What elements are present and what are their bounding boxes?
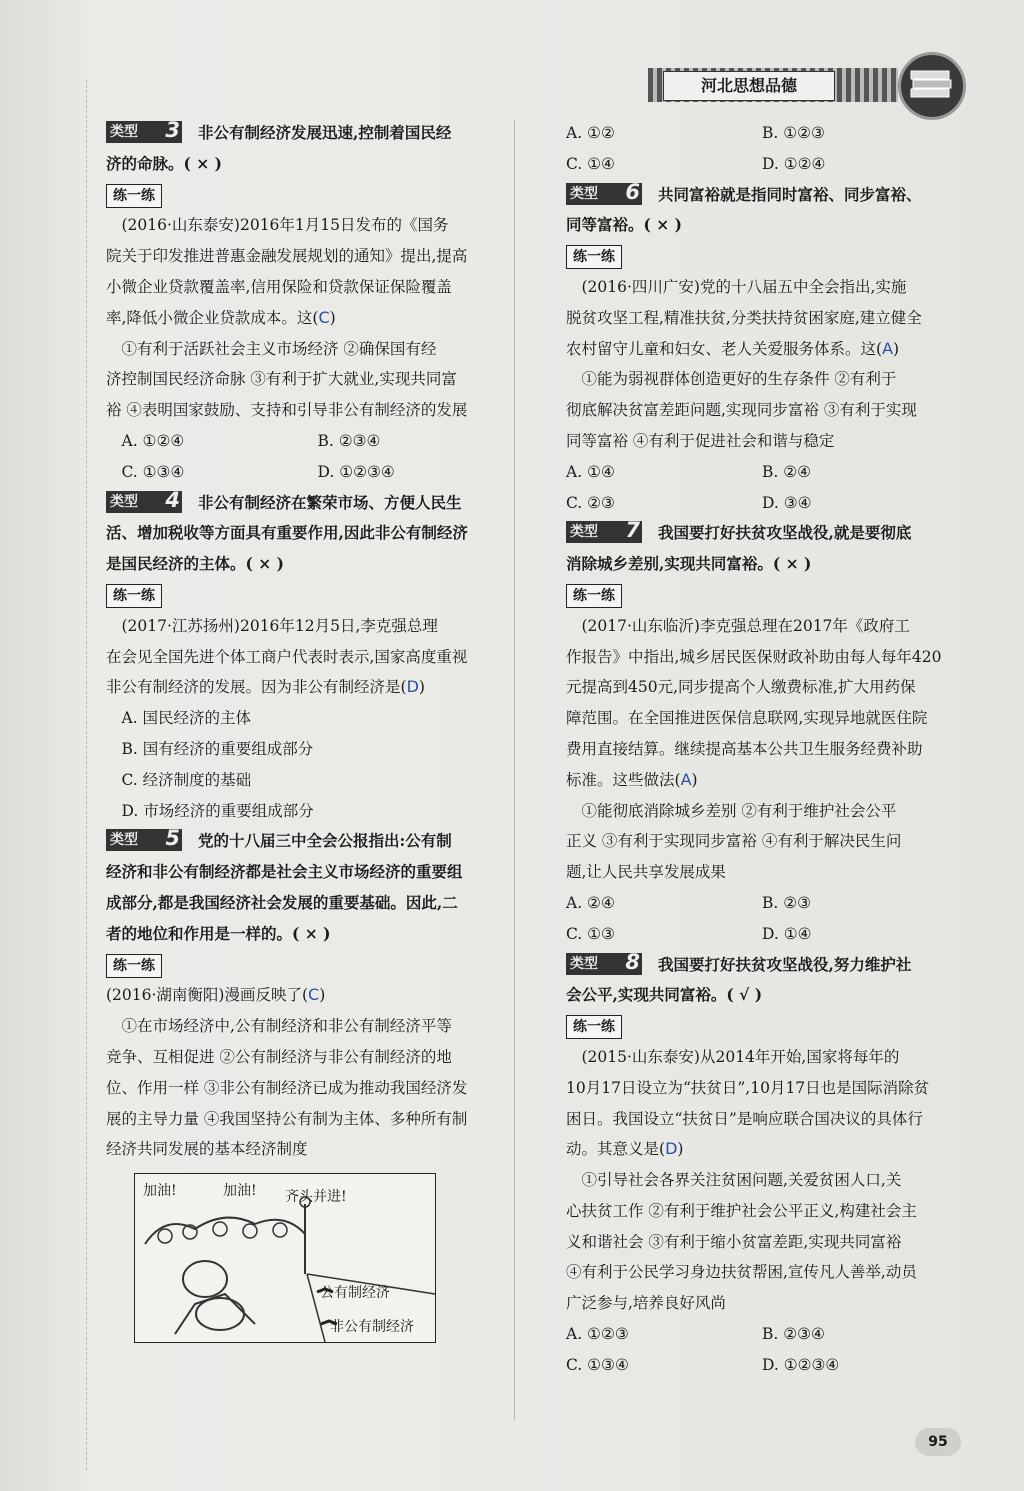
type-tag: 类型 4 [106, 491, 182, 513]
options-row: C. ①③④ D. ①②③④ [121, 462, 395, 481]
practice-4-block: 练一练 (2017·江苏扬州)2016年12月5日,李克强总理 在会见全国先进个体工商户代表时表示,国家高度重视 非公有制经济的发展。因为非公有制经济是(D) A. 国民经济的主体 B. 国有经济的重要组成部分 C. 经济制度的基础 D. 市场经济的重要组成部分 [106, 580, 506, 826]
option: A. 国民经济的主体 [121, 709, 252, 728]
type-7-block: 类型 7 我国要打好扶贫攻坚战役,就是要彻底 消除城乡差别,实现共同富裕。( × ) [566, 518, 912, 574]
type-8-block: 类型 8 我国要打好扶贫攻坚战役,努力维护社 会公平,实现共同富裕。( √ ) [566, 949, 912, 1005]
options-row: A. ②④ B. ②③ [566, 893, 812, 912]
options-row: A. ①②③ B. ②③④ [566, 1325, 825, 1344]
practice-7-block: 练一练 (2017·山东临沂)李克强总理在2017年《政府工 作报告》中指出,城乡居民医保财政补助由每人每年420 元提高到450元,同步提高个人缴费标准,扩大用药保 障范围。在全国推进医保信息联网,实现异地就医住院 费用直接结算。继续提高基本公共卫生服务经费补助 标准。这些做法(A) ①能彻底消除城乡差别 ②有利于维护社会公平 正义 ③有利于实现同步富裕 ④有利于解决民生问 题,让人民共享发展成果 A. ②④ B. ②③ C. ①③ D. ①④ [566, 580, 962, 950]
options-row: A. ①② B. ①②③ [566, 124, 825, 142]
practice-3-block: 练一练 (2016·山东泰安)2016年1月15日发布的《国务 院关于印发推进普惠金融发展规划的通知》提出,提高 小微企业贷款覆盖率,信用保险和贷款保证保险覆盖 率,降低小微企业贷款成本。这(C) ①有利于活跃社会主义市场经济 ②确保国有经 济控制国民经济命脉 ③有利于扩大就业,实现共同富 裕 ④表明国家鼓励、支持和引导非公有制经济的发展 A. ①②④ B. ②③④ C. ①③④ D. ①②③④ [106, 180, 506, 488]
books-icon [898, 52, 966, 120]
type-4-block: 类型 4 非公有制经济在繁荣市场、方便人民生 活、增加税收等方面具有重要作用,因此非公有制经济 是国民经济的主体。( × ) [106, 487, 468, 574]
practice-8-block: 练一练 (2015·山东泰安)从2014年开始,国家将每年的 10月17日设立为“扶贫日”,10月17日也是国际消除贫 困日。我国设立“扶贫日”是响应联合国决议的具体行 动。其意义是(D) ①引导社会各界关注贫困问题,关爱贫困人口,关 心扶贫工作 ②有利于维护社会公平正义,构建社会主 义和谐社会 ③有利于缩小贫富差距,实现共同富裕 ④有利于公民学习身边扶贫帮困,宣传凡人善举,动员 广泛参与,培养良好风尚 A. ①②③ B. ②③④ C. ①③④ D. ①②③④ [566, 1011, 962, 1381]
cartoon-cheer-2: 加油! [223, 1183, 257, 1200]
type-6-block: 类型 6 共同富裕就是指同时富裕、同步富裕、 同等富裕。( × ) [566, 179, 922, 235]
practice-6-block: 练一练 (2016·四川广安)党的十八届五中全会指出,实施 脱贫攻坚工程,精准扶贫,分类扶持贫困家庭,建立健全 农村留守儿童和妇女、老人关爱服务体系。这(A) ①能为弱视群体创造更好的生存条件 ②有利于 彻底解决贫富差距问题,实现同步富裕 ③有利于实现 同等富裕 ④有利于促进社会和谐与稳定 A. ①④ B. ②④ C. ②③ D. ③④ [566, 241, 962, 518]
practice-label: 练一练 [106, 584, 162, 608]
type-tag: 类型 3 [106, 121, 182, 143]
type-tag: 类型 5 [106, 829, 182, 851]
answer-mark: A [882, 338, 894, 358]
right-column [566, 118, 962, 1381]
option: C. 经济制度的基础 [121, 770, 252, 789]
practice-label: 练一练 [566, 245, 622, 269]
cartoon-image [134, 1173, 436, 1343]
type-tag: 类型 6 [566, 183, 642, 205]
options-row: C. ①③④ D. ①②③④ [566, 1355, 840, 1374]
page-number: 95 [915, 1428, 961, 1456]
options-row: A. ①②④ B. ②③④ [121, 431, 381, 450]
option: B. 国有经济的重要组成部分 [121, 739, 314, 758]
cartoon-label-public: 公有制经济 [320, 1285, 390, 1302]
practice-label: 练一练 [106, 184, 162, 208]
type-5-block: 类型 5 党的十八届三中全会公报指出:公有制 经济和非公有制经济都是社会主义市场经济的重要组 成部分,都是我国经济社会发展的重要基础。因此,二 者的地位和作用是一样的。( × ) [106, 826, 463, 943]
column-divider [514, 120, 515, 1420]
options-row: C. ①④ D. ①②④ [566, 154, 826, 173]
answer-mark: C [318, 307, 330, 327]
type-3-block: 类型 3 非公有制经济发展迅速,控制着国民经 济的命脉。( × ) [106, 118, 452, 173]
binding-line [86, 80, 87, 1470]
cartoon-label-nonpublic: 非公有制经济 [330, 1319, 414, 1336]
options-row: C. ②③ D. ③④ [566, 493, 812, 512]
option: D. 市场经济的重要组成部分 [121, 801, 314, 820]
answer-mark: A [680, 769, 692, 789]
practice-label: 练一练 [566, 1015, 622, 1039]
practice-label: 练一练 [566, 584, 622, 608]
cartoon-cheer-1: 加油! [143, 1183, 177, 1200]
cartoon-cheer-3: 齐头并进! [285, 1189, 347, 1206]
answer-mark: C [308, 985, 320, 1005]
practice-label: 练一练 [106, 954, 162, 978]
header-title: 河北思想品德 [663, 71, 835, 101]
answer-mark: D [406, 677, 419, 697]
options-row: C. ①③ D. ①④ [566, 924, 812, 943]
options-row: A. ①④ B. ②④ [566, 462, 812, 481]
practice-5-block: 练一练 (2016·湖南衡阳)漫画反映了(C) ①在市场经济中,公有制经济和非公有制经济平等 竞争、互相促进 ②公有制经济与非公有制经济的地 位、作用一样 ③非公有制经济已成为推动我国经济发 展的主导力量 ④我国坚持公有制为主体、多种所有制 经济共同发展的基本经济制度 [106, 950, 506, 1166]
answer-mark: D [665, 1139, 678, 1159]
type-tag: 类型 8 [566, 953, 642, 975]
left-column [106, 118, 506, 1343]
type-tag: 类型 7 [566, 521, 642, 543]
